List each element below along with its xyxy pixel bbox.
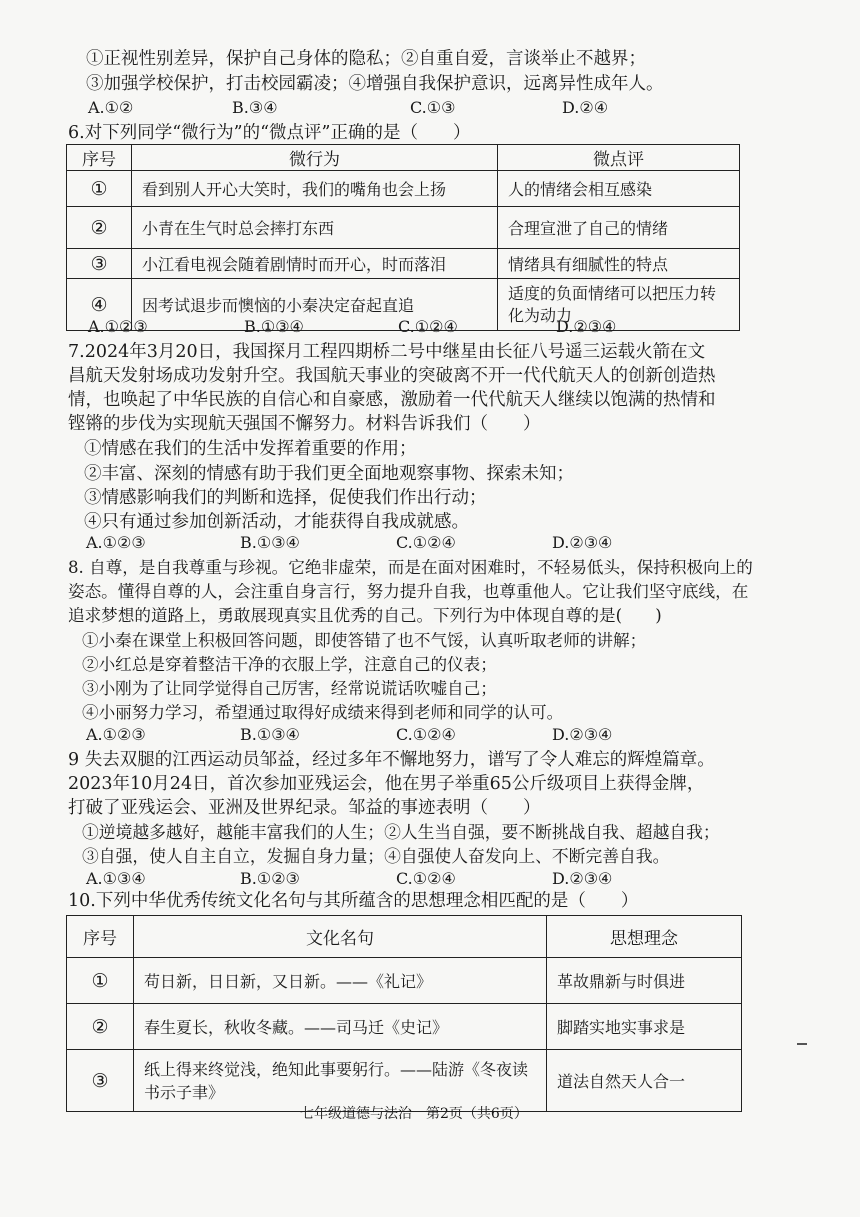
q6-row-no: ② bbox=[67, 207, 132, 249]
q10-table bbox=[66, 915, 742, 1112]
q9-stem-line: 打破了亚残运会、亚洲及世界纪录。邹益的事迹表明（ ） bbox=[68, 798, 541, 818]
q9-item: ①逆境越多越好，越能丰富我们的人生；②人生当自强，要不断挑战自我、超越自我； bbox=[82, 822, 720, 842]
q10-row-no: ③ bbox=[67, 1050, 134, 1112]
q8-item: ④小丽努力学习，希望通过取得好成绩来得到老师和同学的认可。 bbox=[82, 703, 564, 722]
q9-stem-line: 9 失去双腿的江西运动员邹益，经过多年不懈地努力，谱写了令人难忘的辉煌篇章。 bbox=[68, 750, 715, 770]
q8-stem-line: 8. 自尊，是自我尊重与珍视。它绝非虚荣，而是在面对困难时，不轻易低头，保持积极向上的 bbox=[68, 558, 753, 577]
table-row bbox=[67, 171, 740, 207]
q8-stem-line: 姿态。懂得自尊的人，会注重自身言行，努力提升自我，也尊重他人。它让我们坚守底线，在 bbox=[68, 582, 749, 601]
q9-stem-line: 2023年10月24日，首次参加亚残运会，他在男子举重65公斤级项目上获得金牌， bbox=[68, 774, 705, 794]
option-d[interactable]: D.②③④ bbox=[552, 725, 613, 744]
q10-row-quote: 苟日新，日日新，又日新。——《礼记》 bbox=[134, 958, 547, 1004]
option-d[interactable]: D.②④ bbox=[562, 98, 609, 117]
q7-stem-line: 昌航天发射场成功发射升空。我国航天事业的突破离不开一代代航天人的创新创造热 bbox=[68, 366, 716, 386]
page-footer: 七年级道德与法治 第2页（共6页） bbox=[300, 1106, 528, 1122]
q6-row-comment: 人的情绪会相互感染 bbox=[498, 171, 740, 207]
q10-row-quote: 春生夏长，秋收冬藏。——司马迁《史记》 bbox=[134, 1004, 547, 1050]
q6-table bbox=[66, 144, 740, 331]
q6-stem: 6.对下列同学“微行为”的“微点评”正确的是（ ） bbox=[68, 123, 471, 143]
q8-stem-line: 追求梦想的道路上，勇敢展现真实且优秀的自己。下列行为中体现自尊的是( ) bbox=[68, 606, 662, 625]
q6-header-comment: 微点评 bbox=[498, 145, 740, 171]
option-a[interactable]: A.①②③ bbox=[86, 533, 146, 552]
q10-row-quote: 纸上得来终觉浅，绝知此事要躬行。——陆游《冬夜读书示子聿》 bbox=[134, 1050, 547, 1112]
option-a[interactable]: A.①②③ bbox=[86, 725, 146, 744]
option-c[interactable]: C.①②④ bbox=[396, 725, 456, 744]
option-a[interactable]: A.①②③ bbox=[88, 317, 148, 336]
q6-row-no: ① bbox=[67, 171, 132, 207]
q10-row-no: ② bbox=[67, 1004, 134, 1050]
q6-row-comment: 合理宣泄了自己的情绪 bbox=[498, 207, 740, 249]
q7-stem-line: 铿锵的步伐为实现航天强国不懈努力。材料告诉我们（ ） bbox=[68, 414, 541, 434]
q8-item: ②小红总是穿着整洁干净的衣服上学，注意自己的仪表； bbox=[82, 655, 497, 674]
q7-item: ③情感影响我们的判断和选择，促使我们作出行动； bbox=[84, 488, 487, 508]
option-c[interactable]: C.①②④ bbox=[396, 533, 456, 552]
q8-item: ③小刚为了让同学觉得自己厉害，经常说谎话吹嘘自己； bbox=[82, 679, 497, 698]
option-c[interactable]: C.①②④ bbox=[396, 869, 456, 888]
q6-header-no: 序号 bbox=[67, 145, 132, 171]
option-d[interactable]: D.②③④ bbox=[552, 869, 613, 888]
q10-header-quote: 文化名句 bbox=[134, 916, 547, 958]
option-b[interactable]: B.①②③ bbox=[240, 869, 300, 888]
top-item-line-1: ①正视性别差异，保护自己身体的隐私；②自重自爱，言谈举止不越界； bbox=[86, 49, 646, 69]
scan-mark bbox=[797, 1043, 807, 1045]
q7-item: ②丰富、深刻的情感有助于我们更全面地观察事物、探索未知； bbox=[84, 464, 574, 484]
q6-row-behavior: 小青在生气时总会摔打东西 bbox=[132, 207, 498, 249]
q6-row-comment: 适度的负面情绪可以把压力转化为动力 bbox=[498, 279, 740, 331]
q9-item: ③自强，使人自主自立，发掘自身力量；④自强使人奋发向上、不断完善自我。 bbox=[82, 846, 670, 866]
q6-row-no: ③ bbox=[67, 249, 132, 279]
q10-header-idea: 思想理念 bbox=[547, 916, 742, 958]
option-d[interactable]: D.②③④ bbox=[552, 533, 613, 552]
option-a[interactable]: A.①③④ bbox=[86, 869, 146, 888]
q6-header-behavior: 微行为 bbox=[132, 145, 498, 171]
q6-row-behavior: 因考试退步而懊恼的小秦决定奋起直追 bbox=[132, 279, 498, 331]
q10-row-idea: 道法自然天人合一 bbox=[547, 1050, 742, 1112]
top-item-line-2: ③加强学校保护，打击校园霸凌；④增强自我保护意识，远离异性成年人。 bbox=[86, 74, 664, 94]
option-d[interactable]: D.②③④ bbox=[556, 317, 617, 336]
option-a[interactable]: A.①② bbox=[88, 98, 134, 117]
q10-row-idea: 革故鼎新与时俱进 bbox=[547, 958, 742, 1004]
q6-row-comment: 情绪具有细腻性的特点 bbox=[498, 249, 740, 279]
q6-row-behavior: 小江看电视会随着剧情时而开心，时而落泪 bbox=[132, 249, 498, 279]
option-b[interactable]: B.①③④ bbox=[240, 725, 300, 744]
option-b[interactable]: B.①③④ bbox=[240, 533, 300, 552]
q8-item: ①小秦在课堂上积极回答问题，即使答错了也不气馁，认真听取老师的讲解； bbox=[82, 631, 647, 650]
q6-row-behavior: 看到别人开心大笑时，我们的嘴角也会上扬 bbox=[132, 171, 498, 207]
q10-stem: 10.下列中华优秀传统文化名句与其所蕴含的思想理念相匹配的是（ ） bbox=[68, 891, 639, 911]
table-row bbox=[67, 958, 742, 1004]
q7-stem-line: 情，也唤起了中华民族的自信心和自豪感，激励着一代代航天人继续以饱满的热情和 bbox=[68, 390, 716, 410]
q6-row-no: ④ bbox=[67, 279, 132, 331]
option-b[interactable]: B.①③④ bbox=[244, 317, 304, 336]
option-c[interactable]: C.①③ bbox=[410, 98, 456, 117]
q7-item: ④只有通过参加创新活动，才能获得自我成就感。 bbox=[84, 512, 469, 532]
table-row bbox=[67, 249, 740, 279]
q7-stem-line: 7.2024年3月20日，我国探月工程四期桥二号中继星由长征八号遥三运载火箭在文 bbox=[68, 342, 706, 362]
q10-row-idea: 脚踏实地实事求是 bbox=[547, 1004, 742, 1050]
q10-header-no: 序号 bbox=[67, 916, 134, 958]
q10-row-no: ① bbox=[67, 958, 134, 1004]
option-c[interactable]: C.①②④ bbox=[398, 317, 458, 336]
option-b[interactable]: B.③④ bbox=[232, 98, 278, 117]
table-row bbox=[67, 1004, 742, 1050]
table-row bbox=[67, 207, 740, 249]
q7-item: ①情感在我们的生活中发挥着重要的作用； bbox=[84, 439, 417, 459]
